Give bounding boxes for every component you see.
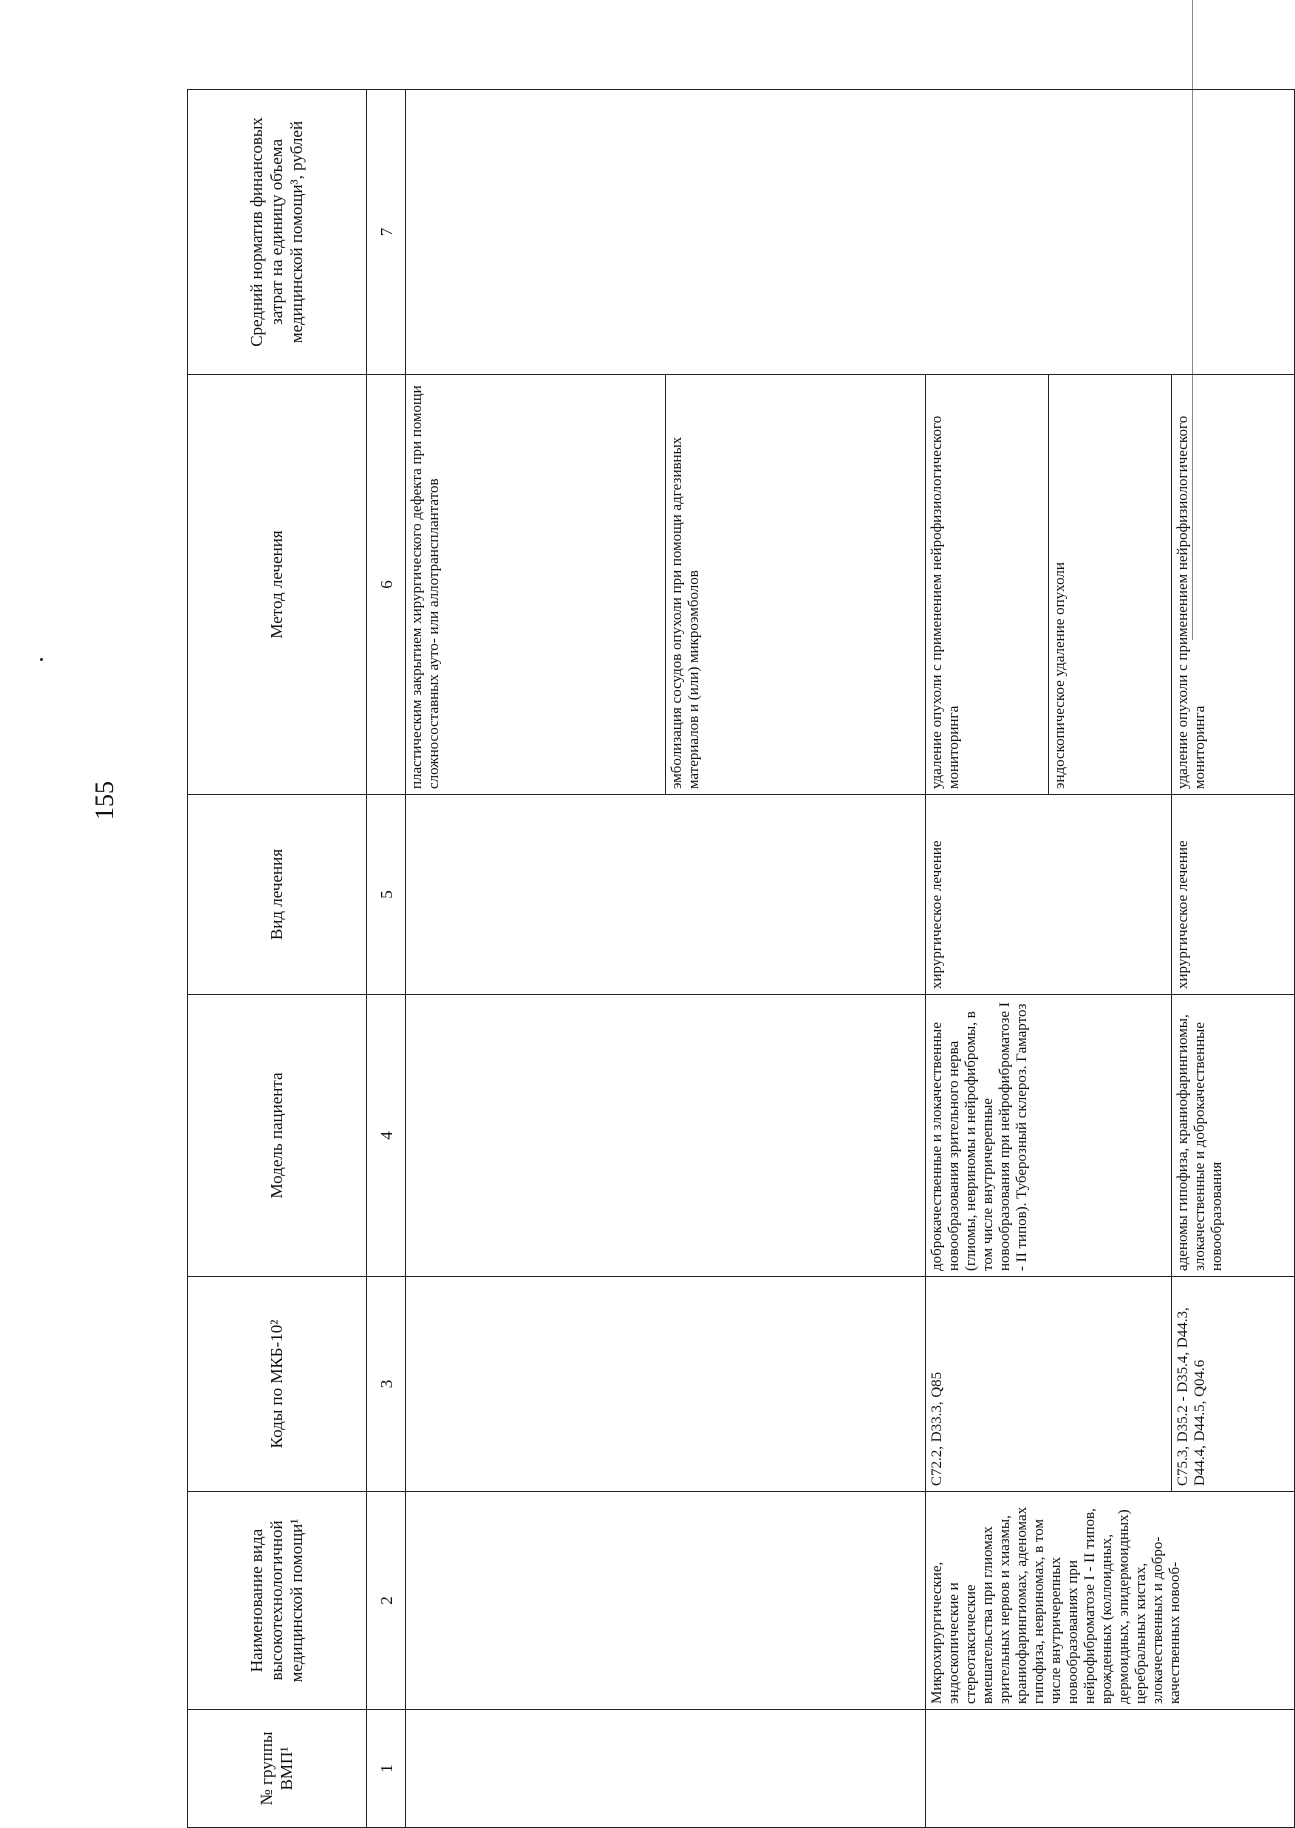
header-treatment-type: Вид лечения — [188, 795, 367, 995]
header-patient-model: Модель пациента — [188, 995, 367, 1277]
cont-model-cell — [406, 995, 926, 1277]
header-care-type: Наименование вида высокотехнологичной медицинской помощи¹ — [188, 1492, 367, 1710]
header-cost-norm: Средний норматив финансовых затрат на единицу объема медицинской помощи³, рублей — [188, 90, 367, 375]
patient-model-cell: аденомы гипофиза, краниофарингиомы, злокачественные и доброкачественные новообразования — [1172, 995, 1295, 1277]
column-number: 5 — [367, 795, 406, 995]
treatment-method-cell: удаление опухоли с применением нейрофизиологического мониторинга — [1172, 375, 1295, 795]
column-number-row — [367, 90, 406, 1828]
continuation-row — [406, 90, 666, 1828]
column-number: 3 — [367, 1277, 406, 1492]
scan-dot — [40, 658, 43, 661]
header-icd-codes: Коды по МКБ-10² — [188, 1277, 367, 1492]
treatment-type-cell: хирургическое лечение — [1172, 795, 1295, 995]
rotated-table-container — [187, 89, 1295, 1828]
group-number-cell — [926, 1710, 1295, 1828]
column-number: 4 — [367, 995, 406, 1277]
icd-codes-cell: C75.3, D35.2 - D35.4, D44.3, D44.4, D44.5, Q04.6 — [1172, 1277, 1295, 1492]
cont-codes-cell — [406, 1277, 926, 1492]
treatment-method-cell: удаление опухоли с применением нейрофизиологического мониторинга — [926, 375, 1049, 795]
cont-method-b: эмболизация сосудов опухоли при помощи адгезивных материалов и (или) микроэмболов — [666, 375, 926, 795]
header-row — [188, 90, 367, 1828]
cost-cell — [406, 90, 1295, 375]
header-treatment-method: Метод лечения — [188, 375, 367, 795]
column-number: 7 — [367, 90, 406, 375]
cont-group-cell — [406, 1710, 926, 1828]
cont-name-cell — [406, 1492, 926, 1710]
vmp-table — [187, 89, 1295, 1828]
patient-model-cell: доброкачественные и злокачественные новообразования зрительного нерва (глиомы, невриномы и нейрофибромы, в том числе внутричерепные новообразования при нейрофиброматозе I - II типов). Туберозный склероз. Гамартоз — [926, 995, 1172, 1277]
treatment-method-cell: эндоскопическое удаление опухоли — [1049, 375, 1172, 795]
icd-codes-cell: C72.2, D33.3, Q85 — [926, 1277, 1172, 1492]
column-number: 1 — [367, 1710, 406, 1828]
header-group-number: № группы ВМП¹ — [188, 1710, 367, 1828]
column-number: 6 — [367, 375, 406, 795]
column-number: 2 — [367, 1492, 406, 1710]
treatment-type-cell: хирургическое лечение — [926, 795, 1172, 995]
care-type-cell: Микрохирургические, эндоскопические и стереотаксические вмешательства при глиомах зрительных нервов и хиазмы, краниофарингиомах, аденомах гипофиза, невриномах, в том числе внутричерепных новообразованиях при нейрофиброматозе I - II типов, врожденных (коллоидных, дермоидных, эпидермоидных) церебральных кистах, злокачественных и добро-качественных новооб- — [926, 1492, 1295, 1710]
cont-method-a: пластическим закрытием хирургического дефекта при помощи сложносоставных ауто- или аллотрансплантатов — [406, 375, 666, 795]
cont-treatment-cell — [406, 795, 926, 995]
